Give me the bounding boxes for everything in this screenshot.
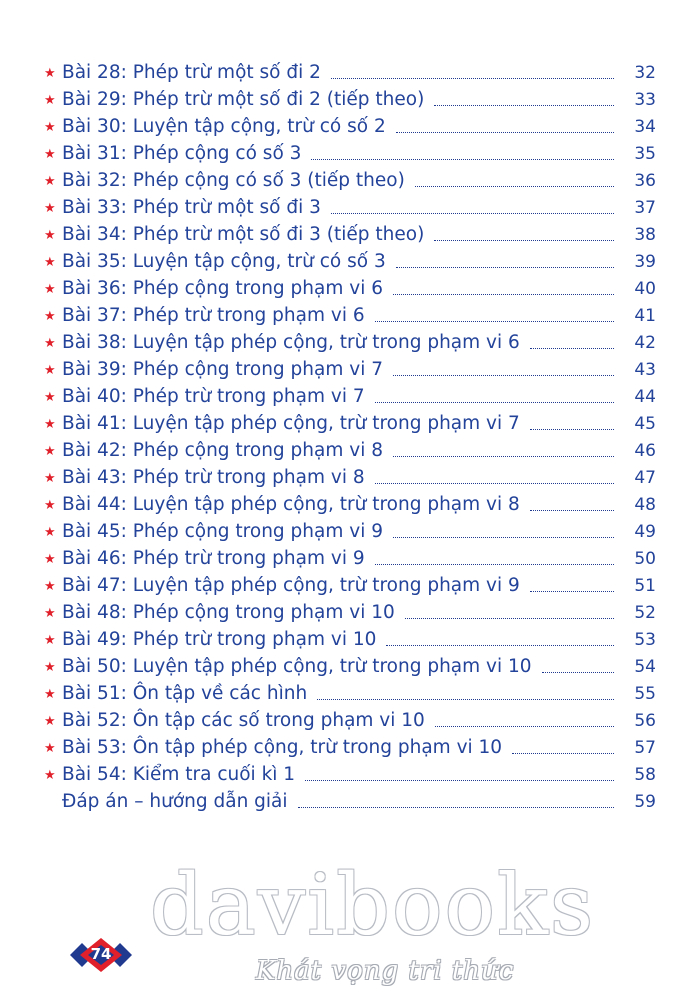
- dot-leader: [434, 104, 614, 106]
- toc-entry-title: Bài 51: Ôn tập về các hình: [62, 683, 308, 704]
- star-icon: ★: [44, 660, 56, 675]
- toc-entry-title: Bài 35: Luyện tập cộng, trừ có số 3: [62, 251, 386, 272]
- toc-entry[interactable]: [44, 679, 656, 705]
- toc-entry-page: 37: [634, 198, 656, 218]
- toc-entry-page: 55: [634, 684, 656, 704]
- dot-leader: [393, 455, 614, 457]
- toc-entry[interactable]: [44, 571, 656, 597]
- toc-entry[interactable]: [44, 193, 656, 219]
- toc-entry[interactable]: [44, 274, 656, 300]
- toc-entry[interactable]: [44, 301, 656, 327]
- toc-entry-page: 46: [634, 441, 656, 461]
- toc-entry[interactable]: [44, 355, 656, 381]
- star-icon: ★: [44, 66, 56, 81]
- star-icon: ★: [44, 498, 56, 513]
- toc-entry-title: Bài 53: Ôn tập phép cộng, trừ trong phạm vi 10: [62, 737, 503, 758]
- star-icon: ★: [44, 552, 56, 567]
- toc-entry-title: Bài 48: Phép cộng trong phạm vi 10: [62, 602, 395, 623]
- dot-leader: [331, 77, 614, 79]
- brand-tagline: Khát vọng tri thức: [256, 956, 515, 986]
- toc-entry-page: 36: [634, 171, 656, 191]
- toc-entry[interactable]: [44, 436, 656, 462]
- dot-leader: [434, 239, 614, 241]
- toc-entry-page: 57: [634, 738, 656, 758]
- toc-entry[interactable]: [44, 733, 656, 759]
- star-icon: ★: [44, 120, 56, 135]
- star-icon: ★: [44, 633, 56, 648]
- dot-leader: [375, 482, 614, 484]
- toc-entry-title: Bài 45: Phép cộng trong phạm vi 9: [62, 521, 383, 542]
- toc-entry-title: Bài 49: Phép trừ trong phạm vi 10: [62, 629, 377, 650]
- toc-entry-title: Bài 52: Ôn tập các số trong phạm vi 10: [62, 710, 425, 731]
- toc-entry-title: Bài 43: Phép trừ trong phạm vi 8: [62, 467, 365, 488]
- star-icon: ★: [44, 714, 56, 729]
- toc-entry-page: 50: [634, 549, 656, 569]
- toc-entry-title: Bài 41: Luyện tập phép cộng, trừ trong phạm vi 7: [62, 413, 520, 434]
- toc-entry-title: Bài 29: Phép trừ một số đi 2 (tiếp theo): [62, 89, 425, 110]
- star-icon: ★: [44, 768, 56, 783]
- toc-entry-title: Bài 38: Luyện tập phép cộng, trừ trong phạm vi 6: [62, 332, 520, 353]
- toc-entry-page: 59: [634, 792, 656, 812]
- toc-entry-title: Bài 39: Phép cộng trong phạm vi 7: [62, 359, 383, 380]
- toc-entry[interactable]: [44, 544, 656, 570]
- page-number: 74: [90, 945, 112, 963]
- toc-entry-page: 47: [634, 468, 656, 488]
- star-icon: ★: [44, 336, 56, 351]
- toc-entry[interactable]: [44, 85, 656, 111]
- toc-entry-title: Bài 44: Luyện tập phép cộng, trừ trong phạm vi 8: [62, 494, 520, 515]
- toc-entry-page: 49: [634, 522, 656, 542]
- star-icon: ★: [44, 741, 56, 756]
- toc-entry-title: Bài 34: Phép trừ một số đi 3 (tiếp theo): [62, 224, 425, 245]
- toc-entry[interactable]: [44, 463, 656, 489]
- toc-entry-title: Bài 47: Luyện tập phép cộng, trừ trong phạm vi 9: [62, 575, 520, 596]
- toc-entry-page: 38: [634, 225, 656, 245]
- toc-entry-page: 53: [634, 630, 656, 650]
- star-icon: ★: [44, 606, 56, 621]
- toc-entry-title: Bài 42: Phép cộng trong phạm vi 8: [62, 440, 383, 461]
- star-icon: ★: [44, 444, 56, 459]
- toc-entry[interactable]: [44, 517, 656, 543]
- toc-entry-title: Bài 28: Phép trừ một số đi 2: [62, 62, 321, 83]
- toc-entry[interactable]: [44, 706, 656, 732]
- dot-leader: [530, 428, 614, 430]
- toc-entry[interactable]: [44, 139, 656, 165]
- star-icon: ★: [44, 201, 56, 216]
- toc-entry-page: 48: [634, 495, 656, 515]
- brand-watermark: davibooks: [150, 856, 596, 954]
- dot-leader: [386, 644, 614, 646]
- star-icon: ★: [44, 579, 56, 594]
- star-icon: ★: [44, 687, 56, 702]
- dot-leader: [530, 347, 614, 349]
- toc-entry-page: 33: [634, 90, 656, 110]
- toc-entry[interactable]: [44, 787, 656, 813]
- star-icon: ★: [44, 363, 56, 378]
- dot-leader: [530, 509, 614, 511]
- toc-entry-title: Bài 46: Phép trừ trong phạm vi 9: [62, 548, 365, 569]
- dot-leader: [393, 374, 614, 376]
- toc-entry-page: 43: [634, 360, 656, 380]
- toc-entry-title: Bài 54: Kiểm tra cuối kì 1: [62, 764, 296, 785]
- dot-leader: [298, 806, 614, 808]
- dot-leader: [542, 671, 614, 673]
- dot-leader: [415, 185, 614, 187]
- toc-entry-page: 52: [634, 603, 656, 623]
- dot-leader: [375, 320, 614, 322]
- toc-entry-page: 58: [634, 765, 656, 785]
- toc-entry-page: 45: [634, 414, 656, 434]
- toc-entry[interactable]: [44, 166, 656, 192]
- star-icon: ★: [44, 255, 56, 270]
- toc-entry-page: 42: [634, 333, 656, 353]
- toc-entry-page: 32: [634, 63, 656, 83]
- toc-entry-title: Bài 37: Phép trừ trong phạm vi 6: [62, 305, 365, 326]
- toc-entry[interactable]: [44, 220, 656, 246]
- toc-entry[interactable]: [44, 58, 656, 84]
- toc-entry[interactable]: [44, 760, 656, 786]
- dot-leader: [305, 779, 614, 781]
- page-number-badge: [68, 938, 134, 972]
- star-icon: ★: [44, 471, 56, 486]
- toc-entry[interactable]: [44, 328, 656, 354]
- toc-entry[interactable]: [44, 625, 656, 651]
- dot-leader: [530, 590, 614, 592]
- toc-entry-title: Bài 50: Luyện tập phép cộng, trừ trong phạm vi 10: [62, 656, 532, 677]
- toc-entry-title: Đáp án – hướng dẫn giải: [62, 791, 288, 812]
- toc-entry-title: Bài 31: Phép cộng có số 3: [62, 143, 302, 164]
- toc-entry-title: Bài 33: Phép trừ một số đi 3: [62, 197, 321, 218]
- toc-entry[interactable]: [44, 112, 656, 138]
- toc-entry-title: Bài 40: Phép trừ trong phạm vi 7: [62, 386, 365, 407]
- dot-leader: [435, 725, 614, 727]
- star-icon: ★: [44, 93, 56, 108]
- toc-entry[interactable]: [44, 409, 656, 435]
- toc-entry[interactable]: [44, 652, 656, 678]
- dot-leader: [405, 617, 614, 619]
- toc-entry[interactable]: [44, 598, 656, 624]
- star-icon: ★: [44, 228, 56, 243]
- dot-leader: [512, 752, 614, 754]
- dot-leader: [396, 266, 614, 268]
- toc-entry-title: Bài 36: Phép cộng trong phạm vi 6: [62, 278, 383, 299]
- dot-leader: [375, 563, 614, 565]
- toc-entry-page: 54: [634, 657, 656, 677]
- star-icon: ★: [44, 309, 56, 324]
- dot-leader: [317, 698, 614, 700]
- dot-leader: [396, 131, 614, 133]
- toc-entry-title: Bài 30: Luyện tập cộng, trừ có số 2: [62, 116, 386, 137]
- star-icon: ★: [44, 417, 56, 432]
- dot-leader: [375, 401, 614, 403]
- toc-entry[interactable]: [44, 247, 656, 273]
- toc-entry-title: Bài 32: Phép cộng có số 3 (tiếp theo): [62, 170, 405, 191]
- toc-entry-page: 39: [634, 252, 656, 272]
- toc-entry[interactable]: [44, 382, 656, 408]
- toc-entry[interactable]: [44, 490, 656, 516]
- star-icon: ★: [44, 282, 56, 297]
- toc-entry-page: 35: [634, 144, 656, 164]
- star-icon: ★: [44, 525, 56, 540]
- toc-entry-page: 34: [634, 117, 656, 137]
- star-icon: ★: [44, 174, 56, 189]
- dot-leader: [393, 536, 614, 538]
- toc-entry-page: 44: [634, 387, 656, 407]
- dot-leader: [311, 158, 614, 160]
- star-icon: ★: [44, 390, 56, 405]
- toc-entry-page: 51: [634, 576, 656, 596]
- toc-entry-page: 41: [634, 306, 656, 326]
- dot-leader: [393, 293, 614, 295]
- toc-entry-page: 40: [634, 279, 656, 299]
- toc-entry-page: 56: [634, 711, 656, 731]
- dot-leader: [331, 212, 614, 214]
- star-icon: ★: [44, 147, 56, 162]
